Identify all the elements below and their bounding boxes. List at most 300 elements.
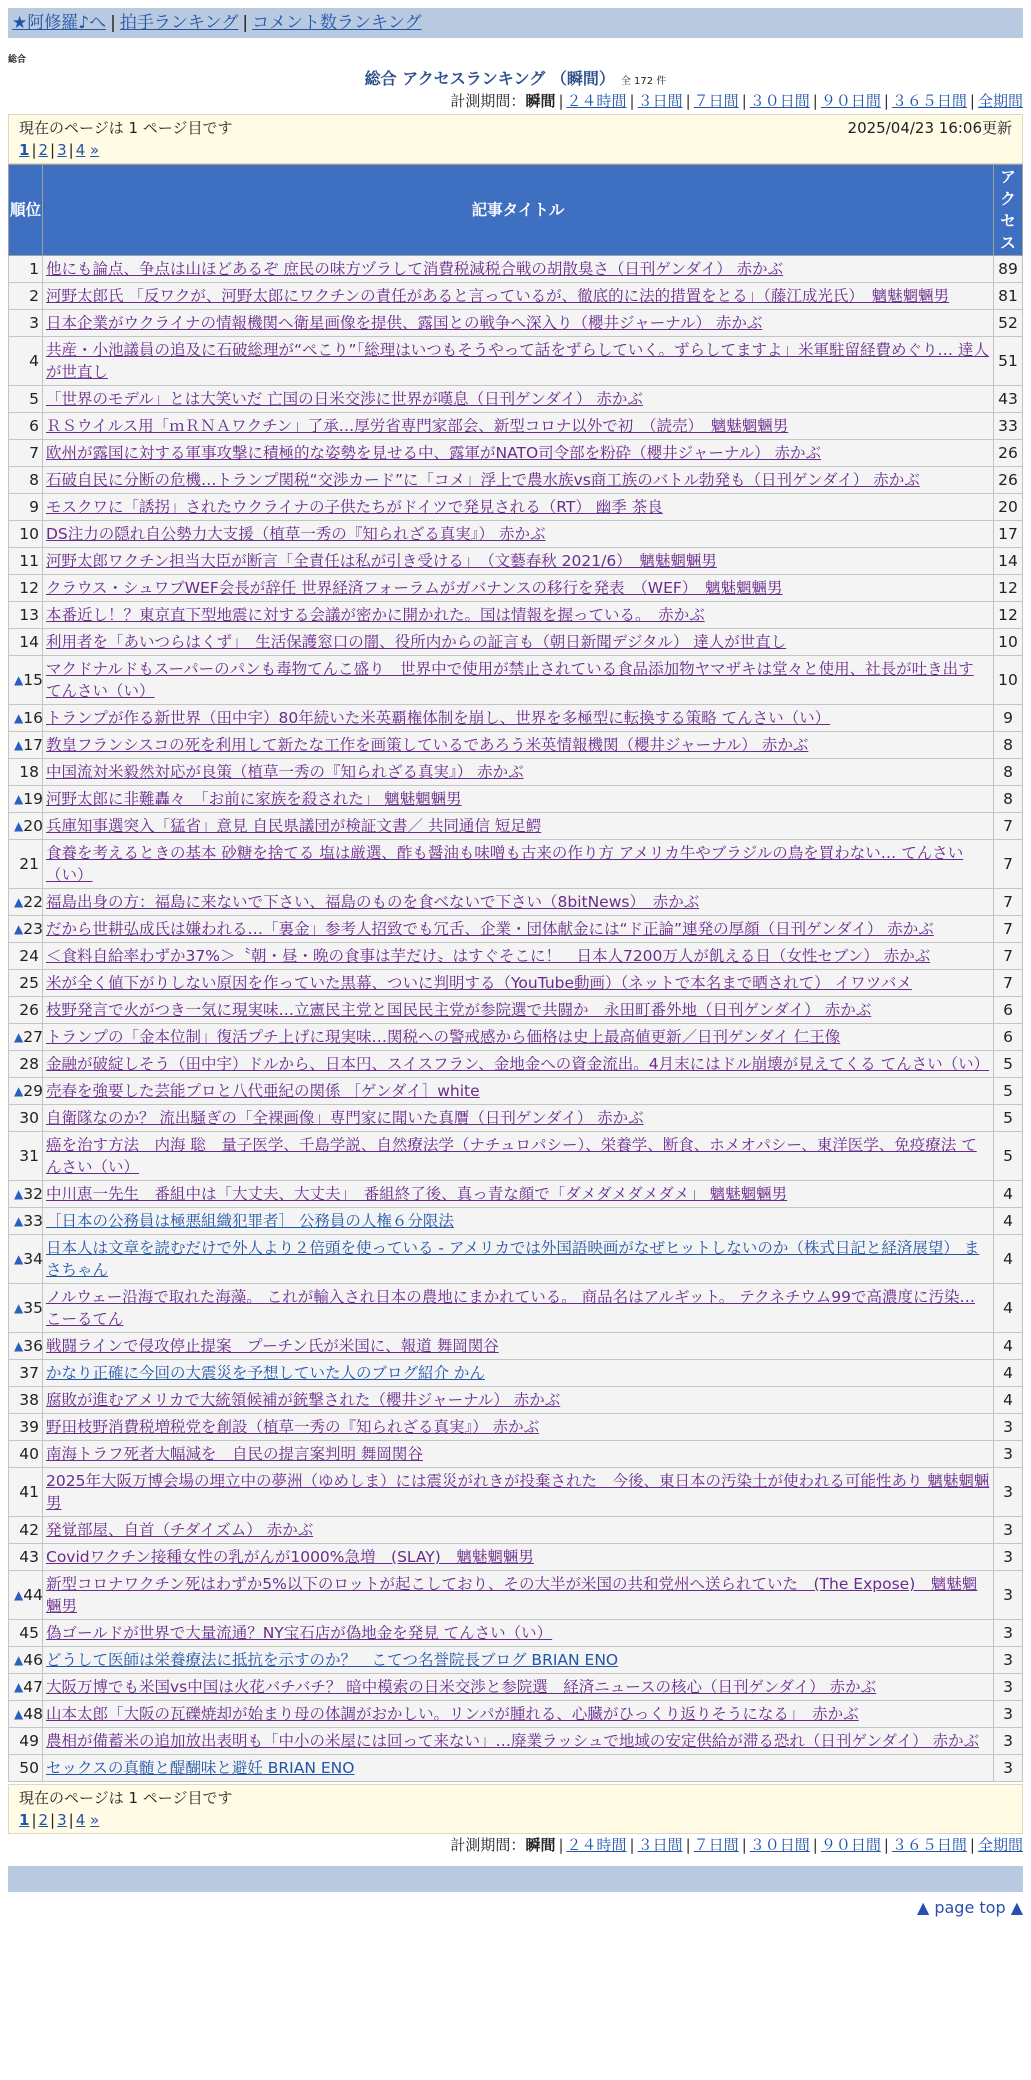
table-row (9, 1647, 1023, 1674)
access-count: 14 (998, 552, 1018, 570)
access-count-cell (994, 970, 1023, 997)
access-count: 12 (998, 579, 1018, 597)
access-count-cell (994, 548, 1023, 575)
rank-cell (9, 1620, 43, 1647)
comment-ranking-link[interactable]: コメント数ランキング (252, 13, 422, 33)
access-count-cell (994, 575, 1023, 602)
section-label: 総合 (8, 55, 27, 65)
access-count-cell (994, 386, 1023, 413)
page-link-4[interactable]: 4 (75, 1811, 86, 1829)
table-row (9, 1571, 1023, 1620)
rank-number: 6 (29, 417, 39, 435)
access-count: 8 (1003, 736, 1013, 754)
rank-number: 25 (19, 974, 39, 992)
article-title-link[interactable]: 共産・小池議員の追及に石破総理が“ぺこり”「総理はいつもそうやって話をずらしていく。ずらしてますよ」米軍駐留経費めぐり… 達人が世直し (46, 341, 989, 381)
period-90d-link[interactable]: ９０日間 (820, 1836, 881, 1854)
rank-cell (9, 943, 43, 970)
table-row (9, 705, 1023, 732)
table-row (9, 1235, 1023, 1284)
rank-cell (9, 337, 43, 386)
rank-up-arrow-icon: ▲ (14, 792, 24, 806)
article-title-link[interactable]: 発覚部屋、自首（チダイズム） 赤かぶ (46, 1521, 314, 1539)
rank-up-arrow-icon: ▲ (14, 895, 24, 909)
rank-cell (9, 494, 43, 521)
table-row (9, 1132, 1023, 1181)
access-count-cell (994, 467, 1023, 494)
rank-number: 27 (23, 1028, 43, 1046)
rank-number: 38 (19, 1391, 39, 1409)
rank-up-arrow-icon: ▲ (14, 1588, 24, 1602)
article-title-link[interactable]: 本番近し！？東京直下型地震に対する会議が密かに開かれた。国は情報を握っている。 赤かぶ (46, 606, 705, 624)
rank-number: 31 (19, 1147, 39, 1165)
applause-ranking-link[interactable]: 拍手ランキング (119, 13, 239, 33)
table-row (9, 548, 1023, 575)
period-selector-top: 計測期間：瞬間 | ２４時間 | ３日間 | ７日間 | ３０日間 | ９０日間 | ３６５日間 | 全期間 (450, 92, 1023, 110)
table-row (9, 1078, 1023, 1105)
title-cell (43, 440, 994, 467)
rank-cell (9, 1701, 43, 1728)
access-count: 7 (1003, 893, 1013, 911)
article-title-link[interactable]: 戦闘ラインで侵攻停止提案 プーチン氏が米国に、報道 舞岡関谷 (46, 1337, 499, 1355)
access-count-cell (994, 1024, 1023, 1051)
asyura-home-link[interactable]: ★阿修羅♪へ (12, 13, 107, 33)
access-count: 6 (1003, 1028, 1013, 1046)
article-title-link[interactable]: 日本人は文章を読むだけで外人より２倍頭を使っている - アメリカでは外国語映画がなぜヒットしないのか（株式日記と経済展望） まさちゃん (46, 1239, 980, 1279)
article-title-link[interactable]: 「世界のモデル」とは大笑いだ 亡国の日米交渉に世界が嘆息（日刊ゲンダイ） 赤かぶ (46, 390, 643, 408)
rank-number: 36 (23, 1337, 43, 1355)
access-count: 7 (1003, 817, 1013, 835)
page-top-area (0, 1894, 1023, 1922)
article-title-link[interactable]: クラウス・シュワブWEF会長が辞任 世界経済フォーラムがガバナンスの移行を発表 （WEF） 魑魅魍魎男 (46, 579, 783, 597)
article-title-link[interactable]: 欧州が露国に対する軍事攻撃に積極的な姿勢を見せる中、露軍がNATO司令部を粉砕（櫻井ジャーナル） 赤かぶ (46, 444, 822, 462)
rank-up-arrow-icon: ▲ (14, 922, 24, 936)
table-row (9, 1024, 1023, 1051)
top-navigation (8, 8, 1023, 38)
access-count: 17 (998, 525, 1018, 543)
access-count-cell (994, 1181, 1023, 1208)
article-title-link[interactable]: ＲＳウイルス用「ｍＲＮＡワクチン」了承…厚労省専門家部会、新型コロナ以外で初 （読売） 魑魅魍魎男 (46, 417, 789, 435)
article-title-link[interactable]: トランプの「金本位制」復活プチ上げに現実味…関税への警戒感から価格は史上最高値更新／日刊ゲンダイ 仁王像 (46, 1028, 841, 1046)
article-title-link[interactable]: 石破自民に分断の危機…トランプ関税“交渉カード”に「コメ」浮上で農水族vs商工族のバトル勃発も（日刊ゲンダイ） 赤かぶ (46, 471, 920, 489)
article-title-link[interactable]: 腐敗が進むアメリカで大統領候補が銃撃された（櫻井ジャーナル） 赤かぶ (46, 1391, 561, 1409)
pagination-top: 1 | 2 | 3 | 4 » (19, 141, 100, 159)
title-cell (43, 386, 994, 413)
article-title-link[interactable]: 他にも論点、争点は山ほどあるぞ 庶民の味方ヅラして消費税減税合戦の胡散臭さ（日刊ゲンダイ） 赤かぶ (46, 260, 784, 278)
title-cell (43, 732, 994, 759)
title-cell (43, 283, 994, 310)
rank-cell (9, 521, 43, 548)
period-current: 瞬間 (525, 92, 556, 110)
access-count: 4 (1003, 1212, 1013, 1230)
article-title-link[interactable]: かなり正確に今回の大震災を予想していた人のブログ紹介 かん (46, 1364, 485, 1382)
table-row (9, 1755, 1023, 1782)
table-row (9, 997, 1023, 1024)
access-count-cell (994, 1284, 1023, 1333)
table-row (9, 1674, 1023, 1701)
access-count: 7 (1003, 855, 1013, 873)
title-cell (43, 1441, 994, 1468)
table-row (9, 337, 1023, 386)
table-row (9, 1208, 1023, 1235)
article-title-link[interactable]: 食養を考えるときの基本 砂糖を捨てる 塩は厳選、酢も醤油も味噌も古来の作り方 アメリカ牛やブラジルの鳥を買わない… てんさい（い） (46, 844, 964, 884)
access-count: 3 (1003, 1548, 1013, 1566)
access-count-cell (994, 1517, 1023, 1544)
access-count-cell (994, 1544, 1023, 1571)
period-24h-link[interactable]: ２４時間 (566, 1836, 627, 1854)
rank-number: 1 (29, 260, 39, 278)
rank-number: 2 (29, 287, 39, 305)
title-cell (43, 1728, 994, 1755)
title-cell (43, 1647, 994, 1674)
article-title-link[interactable]: DS注力の隠れ自公勢力大支援（植草一秀の『知られざる真実』） 赤かぶ (46, 525, 546, 543)
title-cell (43, 997, 994, 1024)
rank-number: 45 (19, 1624, 39, 1642)
access-count-cell (994, 1468, 1023, 1517)
rank-number: 43 (19, 1548, 39, 1566)
access-count-cell (994, 337, 1023, 386)
article-title-link[interactable]: 大阪万博でも米国vs中国は火花バチバチ？ 暗中模索の日米交渉と参院選 経済ニュースの核心（日刊ゲンダイ） 赤かぶ (46, 1678, 877, 1696)
title-cell (43, 256, 994, 283)
access-count-cell (994, 310, 1023, 337)
page-link-4[interactable]: 4 (75, 141, 86, 159)
table-row (9, 732, 1023, 759)
rank-cell (9, 1333, 43, 1360)
table-row (9, 1620, 1023, 1647)
title-cell (43, 337, 994, 386)
title-cell (43, 1284, 994, 1333)
article-title-link[interactable]: 金融が破綻しそう（田中宇）ドルから、日本円、スイスフラン、金地金への資金流出。4月末にはドル崩壊が見えてくる てんさい（い） (46, 1055, 990, 1073)
period-3d-link[interactable]: ３日間 (637, 1836, 683, 1854)
article-title-link[interactable]: 利用者を「あいつらはくず」 生活保護窓口の闇、役所内からの証言も（朝日新聞デジタル） 達人が世直し (46, 633, 787, 651)
article-title-link[interactable]: 河野太郎氏 「反ワクが、河野太郎にワクチンの責任があると言っているが、徹底的に法的措置をとる」（藤江成光氏） 魑魅魍魎男 (46, 287, 950, 305)
rank-up-arrow-icon: ▲ (14, 1707, 24, 1721)
title-cell (43, 1078, 994, 1105)
rank-cell (9, 1078, 43, 1105)
title-cell (43, 602, 994, 629)
article-title-link[interactable]: 河野太郎に非難轟々 「お前に家族を殺された」 魑魅魍魎男 (46, 790, 462, 808)
period-30d-link[interactable]: ３０日間 (749, 1836, 810, 1854)
access-count: 8 (1003, 763, 1013, 781)
rank-cell (9, 256, 43, 283)
period-all-link[interactable]: 全期間 (977, 1836, 1023, 1854)
article-title-link[interactable]: どうして医師は栄養療法に抵抗を示すのか？ こてつ名誉院長ブログ BRIAN ENO (46, 1651, 619, 1669)
article-title-link[interactable]: Covidワクチン接種女性の乳がんが1000%急増 (SLAY) 魑魅魍魎男 (46, 1548, 534, 1566)
rank-cell (9, 1755, 43, 1782)
page-info-text: 現在のページは 1 ページ目です (19, 1789, 233, 1807)
access-count: 3 (1003, 1586, 1013, 1604)
title-cell (43, 494, 994, 521)
rank-number: 28 (19, 1055, 39, 1073)
table-row (9, 889, 1023, 916)
rank-cell (9, 1647, 43, 1674)
table-header-row (9, 165, 1023, 256)
table-row (9, 310, 1023, 337)
access-count: 9 (1003, 709, 1013, 727)
page-link-current[interactable]: 1 (19, 141, 30, 159)
table-row (9, 1051, 1023, 1078)
access-count: 12 (998, 606, 1018, 624)
rank-up-arrow-icon: ▲ (14, 711, 24, 725)
period-label: 計測期間： (450, 92, 526, 110)
title-cell (43, 1571, 994, 1620)
table-row (9, 916, 1023, 943)
rank-number: 8 (29, 471, 39, 489)
access-count-cell (994, 916, 1023, 943)
rank-number: 32 (23, 1185, 43, 1203)
access-count: 5 (1003, 1109, 1013, 1127)
article-title-link[interactable]: ＜食料自給率わずか37%＞〝朝・昼・晩の食事は芋だけ〟はすぐそこに！ 日本人7200万人が飢える日（女性セブン） 赤かぶ (46, 947, 931, 965)
page-info-top (8, 114, 1023, 164)
access-count: 10 (998, 633, 1018, 651)
rank-cell (9, 970, 43, 997)
article-title-link[interactable]: 福島出身の方：福島に来ないで下さい、福島のものを食べないで下さい（8bitNews） 赤かぶ (46, 893, 700, 911)
title-cell (43, 1360, 994, 1387)
table-row (9, 759, 1023, 786)
rank-cell (9, 1544, 43, 1571)
access-count-cell (994, 1701, 1023, 1728)
table-row (9, 602, 1023, 629)
title-cell (43, 705, 994, 732)
article-title-link[interactable]: マクドナルドもスーパーのパンも毒物てんこ盛り 世界中で使用が禁止されている食品添加物ヤマザキは堂々と使用、社長が吐き出す てんさい（い） (46, 660, 974, 700)
access-count-cell (994, 256, 1023, 283)
article-title-link[interactable]: モスクワに「誘拐」されたウクライナの子供たちがドイツで発見される（RT） 幽季 茶良 (46, 498, 663, 516)
article-title-link[interactable]: セックスの真髄と醍醐味と避妊 BRIAN ENO (46, 1759, 355, 1777)
title-cell (43, 1132, 994, 1181)
article-title-link[interactable]: トランプが作る新世界（田中宇）80年続いた米英覇権体制を崩し、世界を多極型に転換する策略 てんさい（い） (46, 709, 831, 727)
page-link-2[interactable]: 2 (38, 1811, 49, 1829)
access-count: 5 (1003, 1055, 1013, 1073)
rank-number: 10 (19, 525, 39, 543)
page-link-current[interactable]: 1 (19, 1811, 30, 1829)
rank-number: 50 (19, 1759, 39, 1777)
title-cell (43, 889, 994, 916)
rank-cell (9, 440, 43, 467)
access-count-cell (994, 1132, 1023, 1181)
article-title-link[interactable]: 教皇フランシスコの死を利用して新たな工作を画策しているであろう米英情報機関（櫻井ジャーナル） 赤かぶ (46, 736, 809, 754)
access-count-cell (994, 1755, 1023, 1782)
article-title-link[interactable]: 野田枝野消費税増税党を創設（植草一秀の『知られざる真実』） 赤かぶ (46, 1418, 540, 1436)
rank-cell (9, 1235, 43, 1284)
page-next-link[interactable]: » (90, 141, 100, 159)
rank-cell (9, 916, 43, 943)
rank-cell (9, 1208, 43, 1235)
rank-up-arrow-icon: ▲ (14, 1301, 24, 1315)
access-count-cell (994, 705, 1023, 732)
rank-cell (9, 548, 43, 575)
article-title-link[interactable]: ノルウェー沿海で取れた海藻。 これが輸入され日本の農地にまかれている。 商品名はアルギット。 テクネチウム99で高濃度に汚染… こーるてん (46, 1288, 976, 1328)
page-link-3[interactable]: 3 (57, 141, 67, 159)
table-row (9, 1517, 1023, 1544)
access-count: 6 (1003, 1001, 1013, 1019)
rank-number: 21 (19, 855, 39, 873)
title-cell (43, 413, 994, 440)
access-count: 26 (998, 471, 1018, 489)
title-cell (43, 1235, 994, 1284)
access-count: 26 (998, 444, 1018, 462)
rank-up-arrow-icon: ▲ (14, 1339, 24, 1353)
rank-number: 5 (29, 390, 39, 408)
rank-up-arrow-icon: ▲ (14, 1187, 24, 1201)
title-cell (43, 813, 994, 840)
page-link-3[interactable]: 3 (57, 1811, 67, 1829)
table-row (9, 1544, 1023, 1571)
article-title-link[interactable]: 兵庫知事選突入「猛省」意見 自民県議団が検証文書／ 共同通信 短足鰐 (46, 817, 542, 835)
title-cell (43, 629, 994, 656)
table-row (9, 813, 1023, 840)
access-count: 43 (998, 390, 1018, 408)
table-row (9, 1333, 1023, 1360)
rank-cell (9, 840, 43, 889)
article-title-link[interactable]: 売春を強要した芸能プロと八代亜紀の関係 ［ゲンダイ］white (46, 1082, 480, 1100)
page-title: 総合 アクセスランキング （瞬間） (364, 69, 615, 88)
rank-number: 30 (19, 1109, 39, 1127)
page-link-2[interactable]: 2 (38, 141, 49, 159)
rank-number: 17 (23, 736, 43, 754)
period-all-link[interactable]: 全期間 (977, 92, 1023, 110)
access-count: 4 (1003, 1364, 1013, 1382)
rank-number: 39 (19, 1418, 39, 1436)
rank-cell (9, 1181, 43, 1208)
rank-cell (9, 575, 43, 602)
page-top-link[interactable]: ▲ page top ▲ (916, 1898, 1023, 1917)
access-count-cell (994, 1105, 1023, 1132)
access-count: 3 (1003, 1705, 1013, 1723)
table-row (9, 1181, 1023, 1208)
period-selector-bottom: 計測期間：瞬間 | ２４時間 | ３日間 | ７日間 | ３０日間 | ９０日間 | ３６５日間 | 全期間 (450, 1836, 1023, 1854)
title-cell (43, 1051, 994, 1078)
page-next-link[interactable]: » (90, 1811, 100, 1829)
rank-cell (9, 1051, 43, 1078)
rank-cell (9, 1284, 43, 1333)
table-row (9, 283, 1023, 310)
title-cell (43, 1387, 994, 1414)
title-cell (43, 1024, 994, 1051)
access-count-cell (994, 1441, 1023, 1468)
title-cell (43, 1755, 994, 1782)
access-header: アクセス (994, 165, 1023, 256)
rank-number: 23 (23, 920, 43, 938)
rank-cell (9, 1414, 43, 1441)
rank-up-arrow-icon: ▲ (14, 738, 24, 752)
rank-cell (9, 386, 43, 413)
article-title-link[interactable]: 自衛隊なのか？ 流出騒ぎの「全裸画像」専門家に聞いた真贋（日刊ゲンダイ） 赤かぶ (46, 1109, 644, 1127)
access-count: 4 (1003, 1391, 1013, 1409)
nav-separator: | (110, 13, 116, 33)
rank-cell (9, 1441, 43, 1468)
title-cell (43, 656, 994, 705)
table-row (9, 1105, 1023, 1132)
title-cell (43, 840, 994, 889)
access-count-cell (994, 1051, 1023, 1078)
title-cell (43, 916, 994, 943)
article-title-link[interactable]: 偽ゴールドが世界で大量流通？NY宝石店が偽地金を発見 てんさい（い） (46, 1624, 553, 1642)
article-title-link[interactable]: 中川恵一先生 番組中は「大丈夫、大丈夫」 番組終了後、真っ青な顔で「ダメダメダメダメ」 魑魅魍魎男 (46, 1185, 788, 1203)
access-count-cell (994, 1571, 1023, 1620)
table-row (9, 656, 1023, 705)
rank-cell (9, 759, 43, 786)
article-title-link[interactable]: 南海トラフ死者大幅減を 自民の提言案判明 舞岡関谷 (46, 1445, 423, 1463)
access-count: 3 (1003, 1445, 1013, 1463)
article-title-link[interactable]: 河野太郎ワクチン担当大臣が断言「全責任は私が引き受ける」 （文藝春秋 2021/6） 魑魅魍魎男 (46, 552, 717, 570)
period-24h-link[interactable]: ２４時間 (566, 92, 627, 110)
rank-number: 9 (29, 498, 39, 516)
period-3d-link[interactable]: ３日間 (637, 92, 683, 110)
rank-number: 48 (23, 1705, 43, 1723)
title-cell (43, 759, 994, 786)
footer-bar (8, 1866, 1023, 1892)
access-count-cell (994, 1620, 1023, 1647)
updated-timestamp: 2025/04/23 16:06更新 (847, 119, 1012, 137)
article-title-link[interactable]: だから世耕弘成氏は嫌われる…「裏金」参考人招致でも冗舌、企業・団体献金には“ド正論”連発の厚顔（日刊ゲンダイ） 赤かぶ (46, 920, 934, 938)
rank-number: 15 (23, 671, 43, 689)
article-title-link[interactable]: 2025年大阪万博会場の埋立中の夢洲（ゆめしま）には震災がれきが投棄された 今後、東日本の汚染土が使われる可能性あり 魑魅魍魎男 (46, 1472, 990, 1512)
rank-number: 26 (19, 1001, 39, 1019)
period-365d-link[interactable]: ３６５日間 (891, 1836, 967, 1854)
period-30d-link[interactable]: ３０日間 (749, 92, 810, 110)
access-count: 52 (998, 314, 1018, 332)
article-title-link[interactable]: ［日本の公務員は極悪組織犯罪者］ 公務員の人権６分限法 (46, 1212, 454, 1230)
article-title-link[interactable]: 農相が備蓄米の追加放出表明も「中小の米屋には回って来ない」…廃業ラッシュで地域の安定供給が滞る恐れ（日刊ゲンダイ） 赤かぶ (46, 1732, 980, 1750)
rank-cell (9, 786, 43, 813)
access-count: 33 (998, 417, 1018, 435)
rank-cell (9, 1571, 43, 1620)
total-count: 全 172 件 (620, 76, 667, 87)
rank-cell (9, 656, 43, 705)
title-cell (43, 1333, 994, 1360)
article-title-link[interactable]: 日本企業がウクライナの情報機関へ衛星画像を提供、露国との戦争へ深入り（櫻井ジャーナル） 赤かぶ (46, 314, 763, 332)
access-count-cell (994, 732, 1023, 759)
access-count: 3 (1003, 1624, 1013, 1642)
table-row (9, 629, 1023, 656)
access-count: 20 (998, 498, 1018, 516)
table-row (9, 1284, 1023, 1333)
article-title-link[interactable]: 枝野発言で火がつき一気に現実味…立憲民主党と国民民主党が参院選で共闘か 永田町番外地（日刊ゲンダイ） 赤かぶ (46, 1001, 872, 1019)
article-title-link[interactable]: 新型コロナワクチン死はわずか5%以下のロットが起こしており、その大半が米国の共和党州へ送られていた (The Expose) 魑魅魍魎男 (46, 1575, 978, 1615)
table-row (9, 970, 1023, 997)
period-7d-link[interactable]: ７日間 (693, 92, 739, 110)
title-cell (43, 467, 994, 494)
access-count: 89 (998, 260, 1018, 278)
access-count: 3 (1003, 1678, 1013, 1696)
rank-up-arrow-icon: ▲ (14, 1680, 24, 1694)
title-cell (43, 786, 994, 813)
rank-cell (9, 705, 43, 732)
rank-number: 49 (19, 1732, 39, 1750)
article-title-link[interactable]: 山本太郎「大阪の瓦礫焼却が始まり母の体調がおかしい。リンパが腫れる、心臓がひっくり返りそうになる」 赤かぶ (46, 1705, 859, 1723)
rank-up-arrow-icon: ▲ (14, 1030, 24, 1044)
access-count: 5 (1003, 1082, 1013, 1100)
article-title-link[interactable]: 米が全く値下がりしない原因を作っていた黒幕、ついに判明する（YouTube動画）（ネットで本名まで晒されて） イワツバメ (46, 974, 912, 992)
access-count: 5 (1003, 1147, 1013, 1165)
period-365d-link[interactable]: ３６５日間 (891, 92, 967, 110)
article-title-link[interactable]: 癌を治す方法 内海 聡 量子医学、千島学説、自然療法学（ナチュロパシー）、栄養学、断食、ホメオパシー、東洋医学、免疫療法 てんさい（い） (46, 1136, 977, 1176)
table-row (9, 1414, 1023, 1441)
ranking-table-body (9, 256, 1023, 1782)
access-count-cell (994, 656, 1023, 705)
title-cell (43, 1620, 994, 1647)
rank-number: 33 (23, 1212, 43, 1230)
rank-number: 41 (19, 1483, 39, 1501)
access-count-cell (994, 1647, 1023, 1674)
period-90d-link[interactable]: ９０日間 (820, 92, 881, 110)
access-count-cell (994, 1674, 1023, 1701)
table-row (9, 1387, 1023, 1414)
title-cell (43, 1701, 994, 1728)
period-7d-link[interactable]: ７日間 (693, 1836, 739, 1854)
article-title-link[interactable]: 中国流対米毅然対応が良策（植草一秀の『知られざる真実』） 赤かぶ (46, 763, 524, 781)
table-row (9, 575, 1023, 602)
rank-number: 19 (23, 790, 43, 808)
